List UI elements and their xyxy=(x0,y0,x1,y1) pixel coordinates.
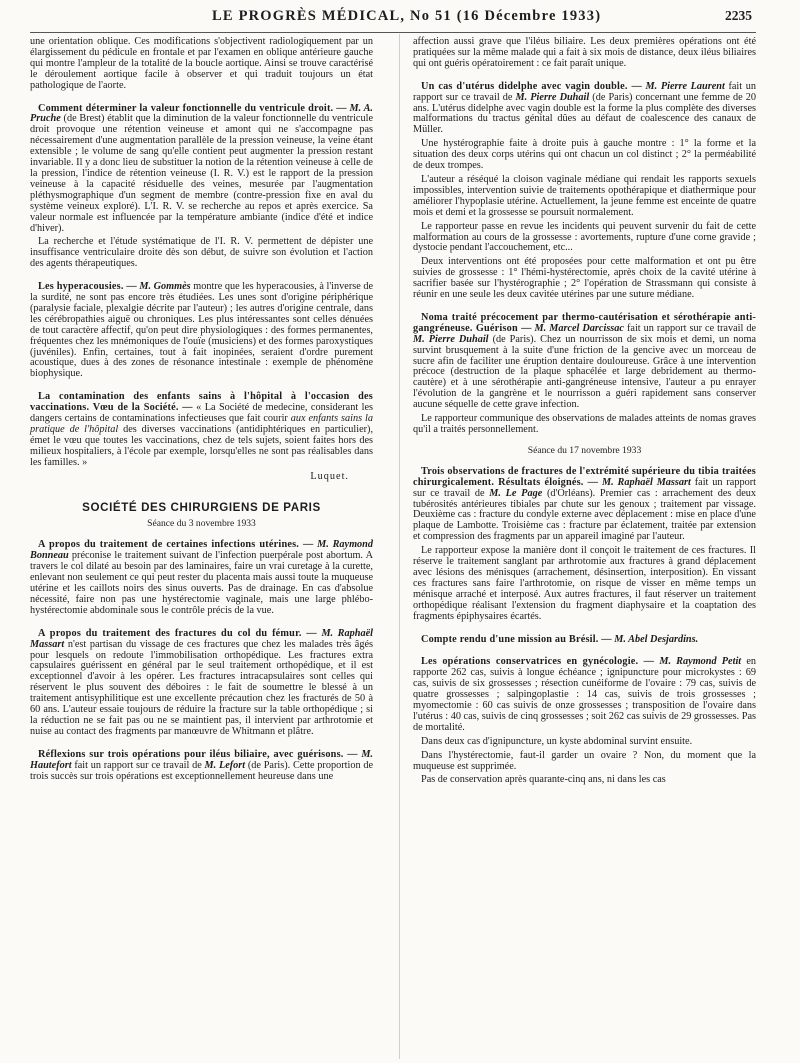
article-title: Réflexions sur trois opérations pour iléus biliaire, avec guérisons. — xyxy=(38,748,358,760)
article-title: Comment déterminer la valeur fonctionnelle du ventricule droit. — xyxy=(38,102,347,114)
article-col-femur xyxy=(30,629,373,738)
article-text: fait un rapport sur ce travail de xyxy=(74,759,202,771)
author-name: M. Lefort xyxy=(204,759,246,771)
author-name: M. Pierre Duhail xyxy=(515,91,590,103)
paragraph: Le rapporteur expose la manière dont il conçoit le traitement de ces fractures. Il réserve le traitement sanglant par arthrotomie aux fractures à grand déplacement avec lésions des ménisques (arrachement, désinsertion, interposition). En vissant ces fractures sans faire l'arthrotomie, on risque de visser en même temps un ménisque arraché et interposé. Aux autres fractures, il faut réserver un traitement orthopédique réalisant l'extension du fragment diaphysaire et la coaptation des fragments épiphysaires écartés. xyxy=(413,545,756,622)
paragraph: Le rapporteur passe en revue les incidents qui peuvent survenir du fait de cette malformation au cours de la grossesse : avortements, rupture d'une corne gravide ; dystocie pendant l'accouchement, etc... xyxy=(413,220,756,254)
article-text: (de Paris). Chez un nourrisson de six mois et demi, un noma survint brusquement à la suite d'une friction de la gencive avec un morceau de sucre afin de faciliter une éruption dentaire douloureuse. Grâce à une intervention précoce (destruction de la plaque sphacélée et large debridement au thermo-cautère) et à une sérothérapie anti-gangréneuse intensive, l'auteur a pu enrayer l'évolution de la gangrène et le nourrisson a guéri rapidement sans conserver aucune séquelle de cette grave infection. xyxy=(413,333,756,411)
author-name: M. Raphaël Massart xyxy=(30,627,373,650)
article-text: (de Paris) concernant une femme de 20 ans. L'utérus didelphe avec vagin double est la forme la plus complète des diverses malformations du tractus génital dûes au défaut de coalescence des canaux de Müller. xyxy=(413,91,756,136)
article-title: A propos du traitement de certaines infections utérines. — xyxy=(38,539,314,551)
session-date: Séance du 17 novembre 1933 xyxy=(527,444,642,456)
author-name: M. Marcel Darcissac xyxy=(534,322,624,334)
author-name: M. Raymond Bonneau xyxy=(30,539,373,562)
article-text: montre que les hyperacousies, à l'inverse de la surdité, ne sont pas encore très étudiées. Les unes sont d'origine périphérique (paralysie faciale, plexalgie décrite par l'auteur) ; les autres d'origine centrale, dans les cérébropathies aiguë ou chroniques. Les plus intéressantes sont celles dénuées de tout caractère affectif, qu'on peut dire physiologiques : des formes permanentes, fréquentes chez les mnémoniques de l'ouïe (musiciens) et des formes paroxystiques (juvéniles). Enfin, certaines, tout à fait inopinées, seraient d'ordre purement acoustique, dues à des zones de résonance intestinale : exemple de phénomène biophysique. xyxy=(30,281,374,380)
paragraph: Deux interventions ont été proposées pour cette malformation et ont pu être suivies de grossesse : 1° l'hémi-hystérectomie, après choix de la cavité utérine à sacrifier basée sur l'hystérographie ; 2° l'opération de Strassmann qui consiste à réunir en une seule les deux cavitée utérines par une suture médiane. xyxy=(413,256,756,301)
article-title: Les hyperacousies. — xyxy=(38,281,137,293)
author-name: M. Hautefort xyxy=(30,748,373,771)
article-text: n'est partisan du vissage de ces fractures que chez les malades très âgés pour lesquels on redoute l'immobilisation orthopédique. Les fractures extra capsulaires guérissent en général par le seul traitement orthopédique, et il est exceptionnel d'avoir à les opérer. Les fractures intracapsulaires sont celles qui réservent le plus souvent des déboires : le fait de soumettre le blessé à un traitement antisyphilitique est une excellente précaution chez les fracturés de 50 à 60 ans. L'auteur essaie toujours de réduire la fracture sur la table orthopédique ; si la réduction ne se fait pas ou ne se maintient pas, il intervient par arthrotomie et nuise au contact des fragments par manœuvre de Whitmann et plâtre. xyxy=(30,638,373,737)
article-title: Compte rendu d'une mission au Brésil. — xyxy=(421,633,612,645)
author-name: M. Pierre Duhail xyxy=(413,333,489,345)
article-text: « La Société de medecine, considerant les dangers certains de contaminations infectieuses que fait courir xyxy=(30,402,373,425)
paragraph: La recherche et l'étude systématique de l'I. R. V. permettent de dépister une insuffisance ventriculaire droite dès son début, de suivre son évolution et l'action des agents thérapeutiques. xyxy=(30,236,373,270)
paragraph: affection aussi grave que l'iléus biliaire. Les deux premières opérations ont été pratiquées sur la même malade qui a fait à six mois de distance, deux iléus biliaires qui ont guéris opératoirement : ce fait paraît unique. xyxy=(413,36,756,69)
column-divider xyxy=(399,34,400,1059)
article-fractures-tibia xyxy=(413,467,756,543)
left-column xyxy=(30,37,373,789)
article-text: fait un rapport sur ce travail de xyxy=(627,322,757,334)
article-contamination xyxy=(30,392,373,468)
article-title: Les opérations conservatrices en gynécologie. — xyxy=(421,656,655,668)
paragraph: Une hystérographie faite à droite puis à gauche montre : 1° la forme et la situation des deux corps utérins qui ont chacun un col distinct ; 2° la perméabilité de deux trompes. xyxy=(413,138,756,172)
article-uterus-didelphe xyxy=(413,82,756,137)
article-text: en rapporte 262 cas, suivis à longue échéance ; ignipuncture pour microkystes : 69 cas, suivis de six grossesses ; résection cunéiforme de l'ovaire : 79 cas, suivis de quatre grossesses ; salpingoplastie : 14 cas, suivis de trois grossesses ; myomectomie : 60 cas suivis de onze grossesses ; transposition de l'ovaire dans l'utérus : 40 cas, suivis de cinq grossesses ; soit 262 cas suivis de 29 grossesses. Pas de mortalité. xyxy=(413,656,757,733)
author-name: M. Pierre Laurent xyxy=(645,80,725,92)
article-text: préconise le traitement suivant de l'infection puerpérale post abortum. A travers le col dilaté au besoin par des laminaires, faire un vrai curetage à la curette, enlevant non seulement ce qui peut rester du placenta mais aussi toute la muqueuse utérine et les caillots noirs des sinus ouverts. Pas de drainage. En cas d'absolue nécessité, faire non pas une hystérectomie vaginale, mais une large phlébo-hystérectomie abdominale sous le contrôle précis de la vue. xyxy=(30,550,373,616)
author-name: M. Abel Desjardins. xyxy=(614,633,699,645)
paragraph: Dans l'hystérectomie, faut-il garder un ovaire ? Non, du moment que la muqueuse est supprimée. xyxy=(413,749,756,772)
paragraph: L'auteur a réséqué la cloison vaginale médiane qui rendait les rapports sexuels impossibles, intervention suivie de traitements opothérapique et diathermique pour améliorer l'hypoplasie utérine. Actuellement, la jeune femme est enceinte de quatre mois et demi et la grossesse se poursuit normalement. xyxy=(413,173,756,218)
journal-title: LE PROGRÈS MÉDICAL, No 51 (16 Décembre 1933) xyxy=(212,8,602,24)
article-ileus-biliaire xyxy=(30,750,373,783)
paragraph: Le rapporteur communique des observations de malades atteints de nomas graves qu'il a traités personnellement. xyxy=(413,413,756,435)
section-heading: SOCIÉTÉ DES CHIRURGIENS DE PARIS xyxy=(82,500,321,514)
author-name: M. Le Page xyxy=(489,487,543,499)
article-title: A propos du traitement des fractures du col du fémur. — xyxy=(38,627,317,639)
article-noma xyxy=(413,313,756,411)
right-column xyxy=(413,37,756,789)
article-operations-conservatrices xyxy=(413,657,756,733)
article-text: des diverses vaccinations (antidiphtériques en particulier), émet le vœu que toutes les vaccinations, chez de tels sujets, soient faites hors des milieux hospitaliers, à l'école par exemple, lorsqu'elles ne sont pas réalisables dans les familles. » xyxy=(30,424,374,468)
article-hyperacousies xyxy=(30,282,373,380)
article-compte-rendu-ventricule xyxy=(30,104,373,235)
article-title: La contamination des enfants sains à l'hôpital à l'occasion des vaccinations. Vœu de la Société. — xyxy=(30,391,373,414)
italic-phrase: aux enfants sains la pratique de l'hôpital xyxy=(30,413,373,435)
signature: Luquet. xyxy=(310,470,349,482)
article-text: (de Paris). Cette proportion de trois succès sur trois opérations est exceptionnellement heureuse dans une xyxy=(30,759,374,782)
article-title: Noma traité précocement par thermo-cautérisation et sérothérapie anti-gangréneuse. Guérison — xyxy=(413,311,756,334)
article-text: fait un rapport sur ce travail de xyxy=(413,476,756,499)
article-text: fait un rapport sur ce travail de xyxy=(413,80,756,103)
article-infections-uterines xyxy=(30,540,373,616)
author-name: M. A. Pruche xyxy=(30,102,373,125)
author-name: M. Raphaël Massart xyxy=(601,476,691,488)
article-title: Trois observations de fractures de l'extrémité supérieure du tibia traitées chirurgicalement. Résultats éloignés. — xyxy=(413,465,756,488)
author-name: M. Gommès xyxy=(139,281,191,293)
author-name: M. Raymond Petit xyxy=(659,656,742,668)
paragraph: Dans deux cas d'ignipuncture, un kyste abdominal survint ensuite. xyxy=(421,735,693,747)
paragraph: Pas de conservation après quarante-cinq ans, ni dans les cas xyxy=(421,774,666,786)
article-title: Un cas d'utérus didelphe avec vagin double. — xyxy=(421,80,642,92)
page-number: 2235 xyxy=(725,8,752,23)
article-mission-bresil xyxy=(413,635,756,646)
running-header xyxy=(30,8,756,33)
article-text: (de Brest) établit que la diminution de la valeur fonctionnelle du ventricule droit provoque une rétention veineuse et amont qui ne s'accompagne pas nécessairement d'une augmentation parallèle de la pression veineuse, la veine étant extensible ; le volume de sang qu'elle contient peut augmenter la pression restant invariable. Il y a donc lieu de substituer la notion de la rétention veineuse à celle de la pression, l'indice de rétention veineuse (I. R. V.) est le rapport de la pression veineuse à la capacité résiduelle des veines, mesurée par l'augmentation pléthysmographique d'un segment de membre (contre-pression fixe en aval du système veineux exploré). L'I. R. V. se recherche au repos et après exercice. Sa valeur normale est influencée par la température ambiante (indice d'été et indice d'hiver). xyxy=(30,113,373,234)
session-date: Séance du 3 novembre 1933 xyxy=(147,518,256,530)
paragraph: une orientation oblique. Ces modifications s'objectivent radiologiquement par un élargissement du pédicule en frontale et par l'examen en oblique antérieure gauche qui montre l'ampleur de la totalité de la boucle aortique. Ainsi se trouve caractérisé le déroulement aortique facile à observer et qui traduit toujours un état pathologique de l'aorte. xyxy=(30,36,373,91)
article-text: (d'Orléans). Premier cas : arrachement des deux tubérosités antérieures tibiales par chute sur les genoux ; traitement par vissage. Deuxième cas : fracture du condyle externe avec déplacement : mise en place d'une plaque de Lambotte. Troisième cas : fracture par éclatement, traitée par extension et compression des fragments par un appareil imaginé par l'auteur. xyxy=(413,487,757,543)
two-column-body xyxy=(30,37,756,789)
